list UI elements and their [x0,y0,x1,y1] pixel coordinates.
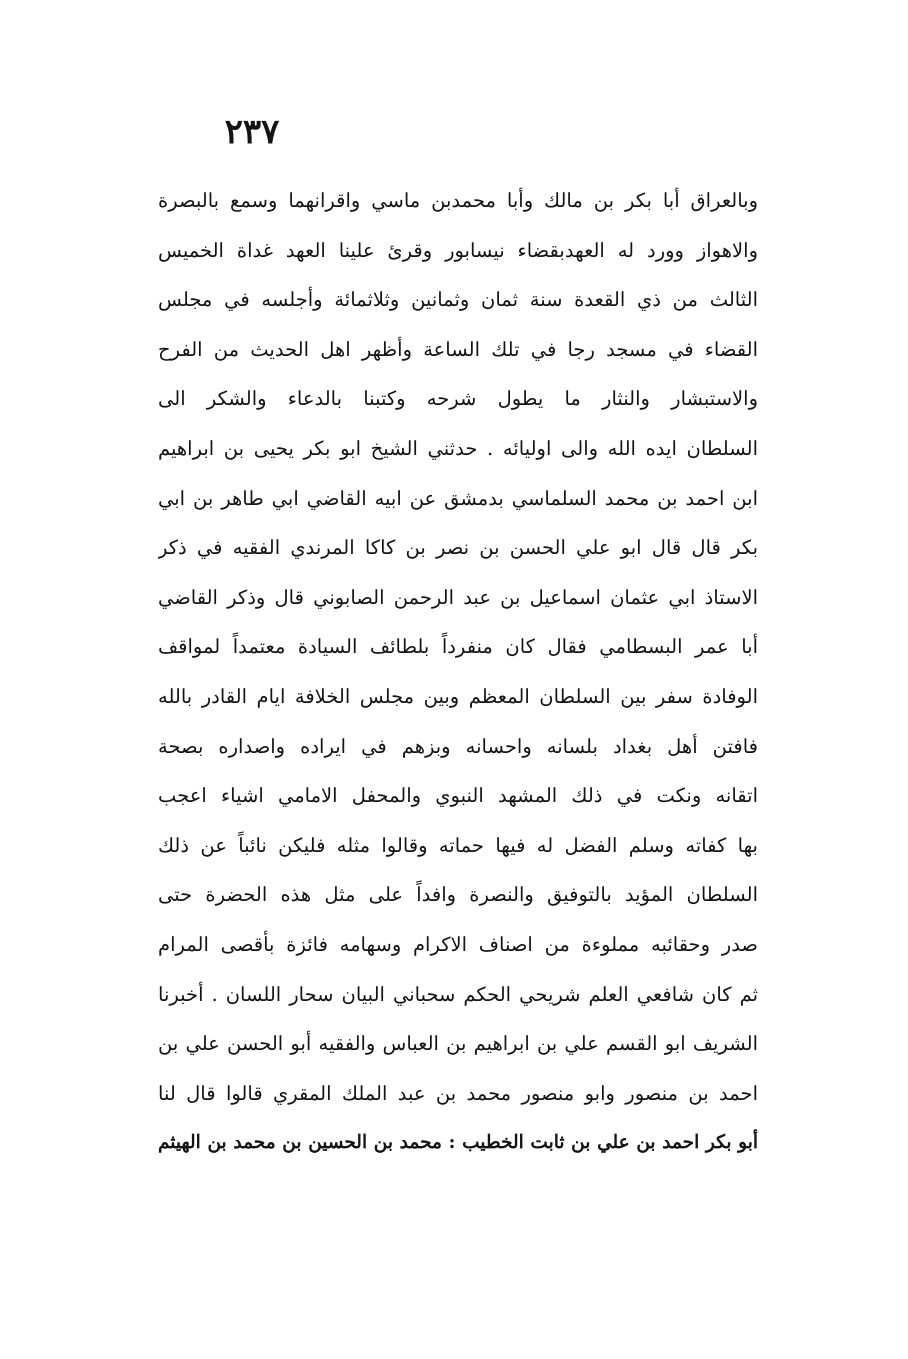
text-line: الشريف ابو القسم علي بن ابراهيم بن العباس والفقيه أبو الحسن علي بن [158,1032,758,1056]
text-line: فافتن أهل بغداد بلسانه واحسانه وبزهم في ايراده واصداره بصحة [158,734,758,758]
text-line: وبالعراق أبا بكر بن مالك وأبا محمدبن ماسي واقرانهما وسمع بالبصرة [158,189,758,212]
text-line: القضاء في مسجد رجا في تلك الساعة وأظهر اهل الحديث من الفرح [158,337,758,361]
text-line: اتقانه ونكت في ذلك المشهد النبوي والمحفل الامامي اشياء اعجب [158,784,758,808]
page-number: ٢٣٧ [224,112,280,152]
text-line: احمد بن منصور وابو منصور محمد بن عبد الملك المقري قالوا قال لنا [158,1081,758,1105]
text-line: ابن احمد بن محمد السلماسي بدمشق عن ابيه القاضي ابي طاهر بن ابي [158,486,758,510]
text-line: الوفادة سفر بين السلطان المعظم وبين مجلس الخلافة ايام القادر بالله [158,684,758,708]
text-line: الثالث من ذي القعدة سنة ثمان وثمانين وثلاثمائة وأجلسه في مجلس [158,288,758,312]
text-line: والاهواز وورد له العهدبقضاء نيسابور وقرئ علينا العهد غداة الخميس [158,238,758,262]
text-line: بكر قال قال ابو علي الحسن بن نصر بن كاكا المرندي الفقيه في ذكر [158,536,758,560]
text-line: بها كفاته وسلم الفضل له فيها حماته وقالوا مثله فليكن نائباً عن ذلك [158,833,758,857]
text-line: والاستبشار والنثار ما يطول شرحه وكتبنا بالدعاء والشكر الى [158,387,758,411]
text-line: ثم كان شافعي العلم شريحي الحكم سحباني البيان سحار اللسان . أخبرنا [158,982,758,1006]
text-line: صدر وحقائبه مملوءة من اصناف الاكرام وسهامه فائزة بأقصى المرام [158,932,758,956]
body-text [158,176,758,1168]
text-line: أبا عمر البسطامي فقال كان منفرداً بلطائف السيادة معتمداً لمواقف [158,635,758,659]
text-line: أبو بكر احمد بن علي بن ثابت الخطيب : محمد بن الحسين بن محمد بن الهيثم [158,1132,758,1154]
text-line: الاستاذ ابي عثمان اسماعيل بن عبد الرحمن الصابوني قال وذكر القاضي [158,585,758,609]
text-line: السلطان ايده الله والى اوليائه . حدثني الشيخ ابو بكر يحيى بن ابراهيم [158,436,758,460]
text-line: السلطان المؤيد بالتوفيق والنصرة وافداً على مثل هذه الحضرة حتى [158,883,758,907]
